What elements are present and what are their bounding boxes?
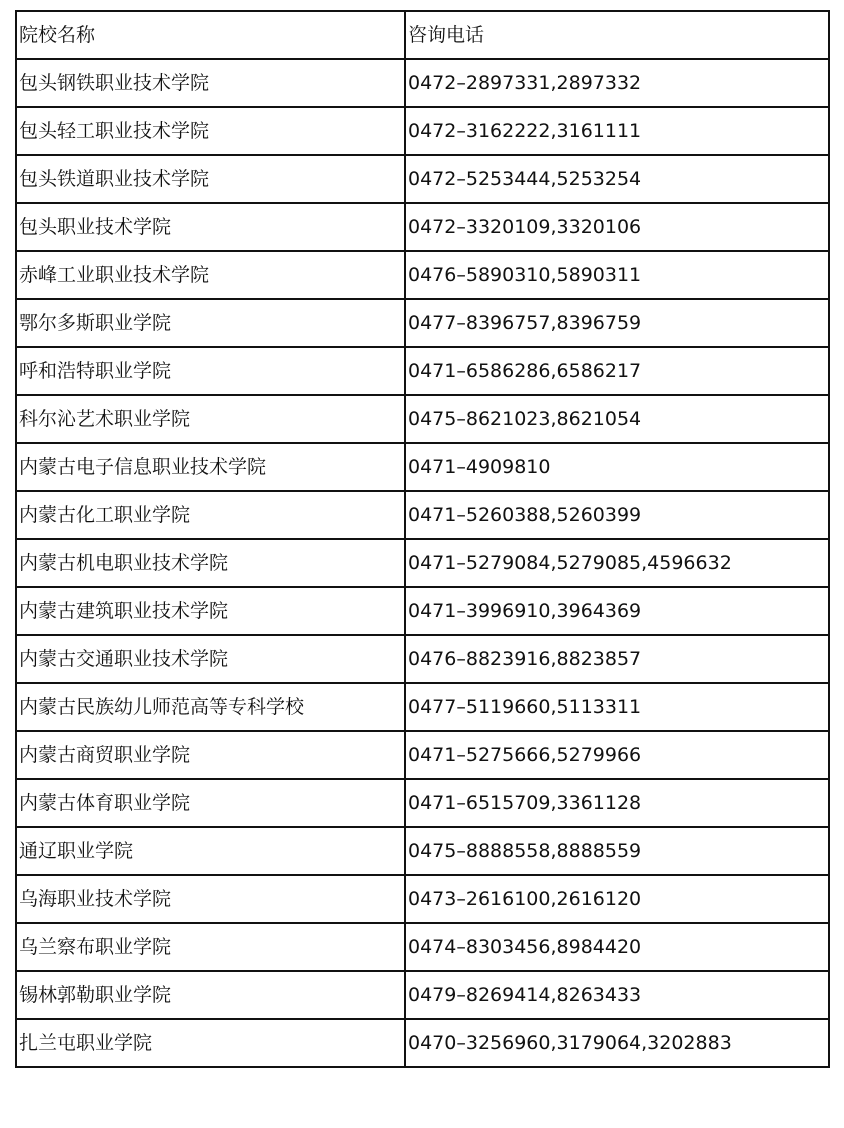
phone-cell: 0479–8269414,8263433 (405, 971, 829, 1019)
phone-cell: 0472–5253444,5253254 (405, 155, 829, 203)
college-name-cell: 乌海职业技术学院 (16, 875, 405, 923)
phone-cell: 0477–8396757,8396759 (405, 299, 829, 347)
college-name-cell: 内蒙古商贸职业学院 (16, 731, 405, 779)
table-row (16, 251, 829, 299)
table-row (16, 587, 829, 635)
college-name-cell: 包头轻工职业技术学院 (16, 107, 405, 155)
phone-cell: 0470–3256960,3179064,3202883 (405, 1019, 829, 1067)
table-row (16, 779, 829, 827)
table-row (16, 155, 829, 203)
table-row (16, 347, 829, 395)
college-name-cell: 赤峰工业职业技术学院 (16, 251, 405, 299)
phone-cell: 0471–6586286,6586217 (405, 347, 829, 395)
college-name-cell: 呼和浩特职业学院 (16, 347, 405, 395)
table-row (16, 923, 829, 971)
phone-cell: 0471–4909810 (405, 443, 829, 491)
college-name-cell: 内蒙古化工职业学院 (16, 491, 405, 539)
table-header-row (16, 11, 829, 59)
college-name-cell: 通辽职业学院 (16, 827, 405, 875)
table-row (16, 443, 829, 491)
phone-cell: 0476–8823916,8823857 (405, 635, 829, 683)
college-contact-table-container (15, 10, 828, 1068)
table-row (16, 731, 829, 779)
college-name-cell: 科尔沁艺术职业学院 (16, 395, 405, 443)
college-name-cell: 内蒙古民族幼儿师范高等专科学校 (16, 683, 405, 731)
table-row (16, 635, 829, 683)
college-name-cell: 乌兰察布职业学院 (16, 923, 405, 971)
phone-cell: 0474–8303456,8984420 (405, 923, 829, 971)
college-name-cell: 内蒙古体育职业学院 (16, 779, 405, 827)
college-name-cell: 内蒙古建筑职业技术学院 (16, 587, 405, 635)
table-row (16, 395, 829, 443)
college-name-cell: 内蒙古机电职业技术学院 (16, 539, 405, 587)
table-row (16, 491, 829, 539)
table-row (16, 59, 829, 107)
phone-cell: 0472–3320109,3320106 (405, 203, 829, 251)
phone-cell: 0471–5279084,5279085,4596632 (405, 539, 829, 587)
table-body (16, 11, 829, 1067)
table-row (16, 1019, 829, 1067)
table-row (16, 971, 829, 1019)
table-row (16, 107, 829, 155)
phone-cell: 0477–5119660,5113311 (405, 683, 829, 731)
phone-cell: 0472–3162222,3161111 (405, 107, 829, 155)
phone-cell: 0472–2897331,2897332 (405, 59, 829, 107)
college-contact-table (15, 10, 830, 1068)
table-row (16, 827, 829, 875)
college-name-cell: 包头职业技术学院 (16, 203, 405, 251)
phone-cell: 0471–6515709,3361128 (405, 779, 829, 827)
phone-cell: 0471–5260388,5260399 (405, 491, 829, 539)
phone-cell: 0475–8888558,8888559 (405, 827, 829, 875)
college-name-cell: 锡林郭勒职业学院 (16, 971, 405, 1019)
header-phone: 咨询电话 (405, 11, 829, 59)
header-college-name: 院校名称 (16, 11, 405, 59)
phone-cell: 0471–3996910,3964369 (405, 587, 829, 635)
college-name-cell: 包头钢铁职业技术学院 (16, 59, 405, 107)
college-name-cell: 内蒙古交通职业技术学院 (16, 635, 405, 683)
phone-cell: 0471–5275666,5279966 (405, 731, 829, 779)
table-row (16, 875, 829, 923)
phone-cell: 0475–8621023,8621054 (405, 395, 829, 443)
table-row (16, 683, 829, 731)
college-name-cell: 扎兰屯职业学院 (16, 1019, 405, 1067)
college-name-cell: 内蒙古电子信息职业技术学院 (16, 443, 405, 491)
college-name-cell: 包头铁道职业技术学院 (16, 155, 405, 203)
college-name-cell: 鄂尔多斯职业学院 (16, 299, 405, 347)
table-row (16, 539, 829, 587)
phone-cell: 0473–2616100,2616120 (405, 875, 829, 923)
table-row (16, 203, 829, 251)
table-row (16, 299, 829, 347)
phone-cell: 0476–5890310,5890311 (405, 251, 829, 299)
